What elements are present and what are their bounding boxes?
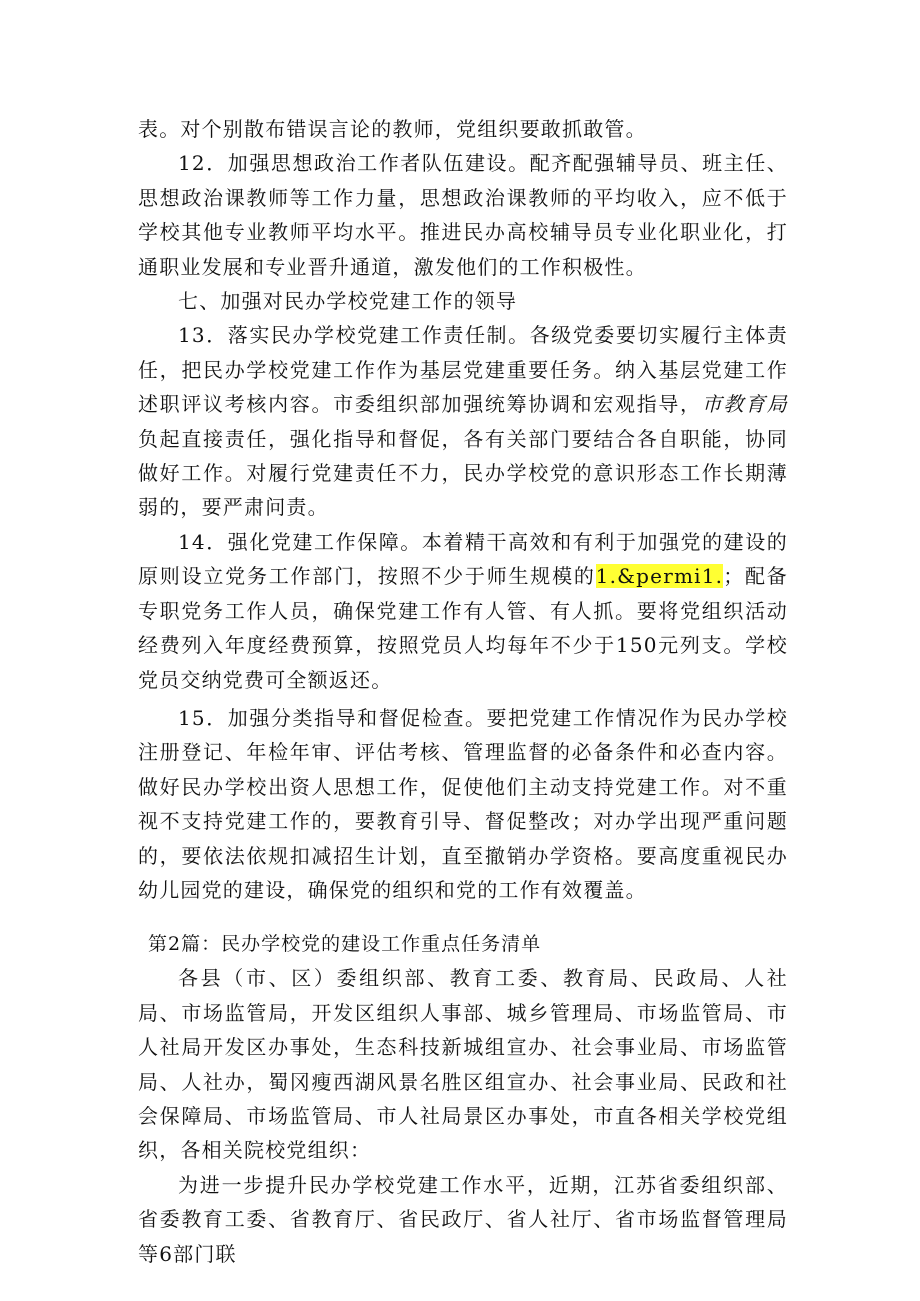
paragraph-15: 15．加强分类指导和督促检查。要把党建工作情况作为民办学校注册登记、年检年审、评估考核、管理监督的必备条件和必查内容。做好民办学校出资人思想工作，促使他们主动支持党建工作。对不重视不支持党建工作的，要教育引导、督促整改；对办学出现严重问题的，要依法依规扣减招生计划，直至撤销办学资格。要高度重视民办幼儿园党的建设，确保党的组织和党的工作有效覆盖。: [138, 705, 788, 902]
paragraph-13-italic-org: 市教育局: [701, 392, 788, 417]
paragraph-13-text-a: 13．落实民办学校党建工作责任制。各级党委要切实履行主体责任，把民办学校党建工作作为基层党建重要任务。纳入基层党建工作述职评议考核内容。市委组织部加强统筹协调和宏观指导，: [138, 323, 788, 417]
paragraph-13-text-b: 负起直接责任，强化指导和督促，各有关部门要结合各自职能，协同做好工作。对履行党建责任不力，民办学校党的意识形态工作长期薄弱的，要严肃问责。: [138, 426, 788, 520]
paragraph-continuation: 表。对个别散布错误言论的教师，党组织要敢抓敢管。: [138, 117, 647, 141]
paragraph-14-text-a: 14．强化党建工作保障。本着精干高效和有利于加强党的建设的原则设立党务工作部门，按照不少于师生规模的: [138, 529, 788, 589]
paragraph-14-highlight: 1.&permi1.: [595, 564, 724, 589]
section-2-paragraph-1: 各县（市、区）委组织部、教育工委、教育局、民政局、人社局、市场监管局，开发区组织人事部、城乡管理局、市场监管局、市人社局开发区办事处，生态科技新城组宣办、社会事业局、市场监管局、人社办，蜀冈瘦西湖风景名胜区组宣办、社会事业局、民政和社会保障局、市场监管局、市人社局景区办事处，市直各相关学校党组织，各相关院校党组织：: [138, 966, 788, 1163]
paragraph-13: [138, 318, 788, 524]
section-2-paragraph-2: 为进一步提升民办学校党建工作水平，近期，江苏省委组织部、省委教育工委、省教育厅、省民政厅、省人社厅、省市场监督管理局等6部门联: [138, 1172, 788, 1266]
paragraph-14-text-b: ；配备专职党务工作人员，确保党建工作有人管、有人抓。要将党组织活动经费列入年度经费预算，按照党员人均每年不少于150元列支。学校党员交纳党费可全额返还。: [138, 564, 788, 692]
paragraph-14: [138, 525, 788, 697]
section-2-title: 第2篇：民办学校党的建设工作重点任务清单: [148, 933, 542, 956]
paragraph-12: 12．加强思想政治工作者队伍建设。配齐配强辅导员、班主任、思想政治课教师等工作力量，思想政治课教师的平均收入，应不低于学校其他专业教师平均水平。推进民办高校辅导员专业化职业化，打通职业发展和专业晋升通道，激发他们的工作积极性。: [138, 151, 788, 279]
document-page: [138, 112, 788, 1271]
section-heading-7: 七、加强对民办学校党建工作的领导: [178, 289, 518, 314]
